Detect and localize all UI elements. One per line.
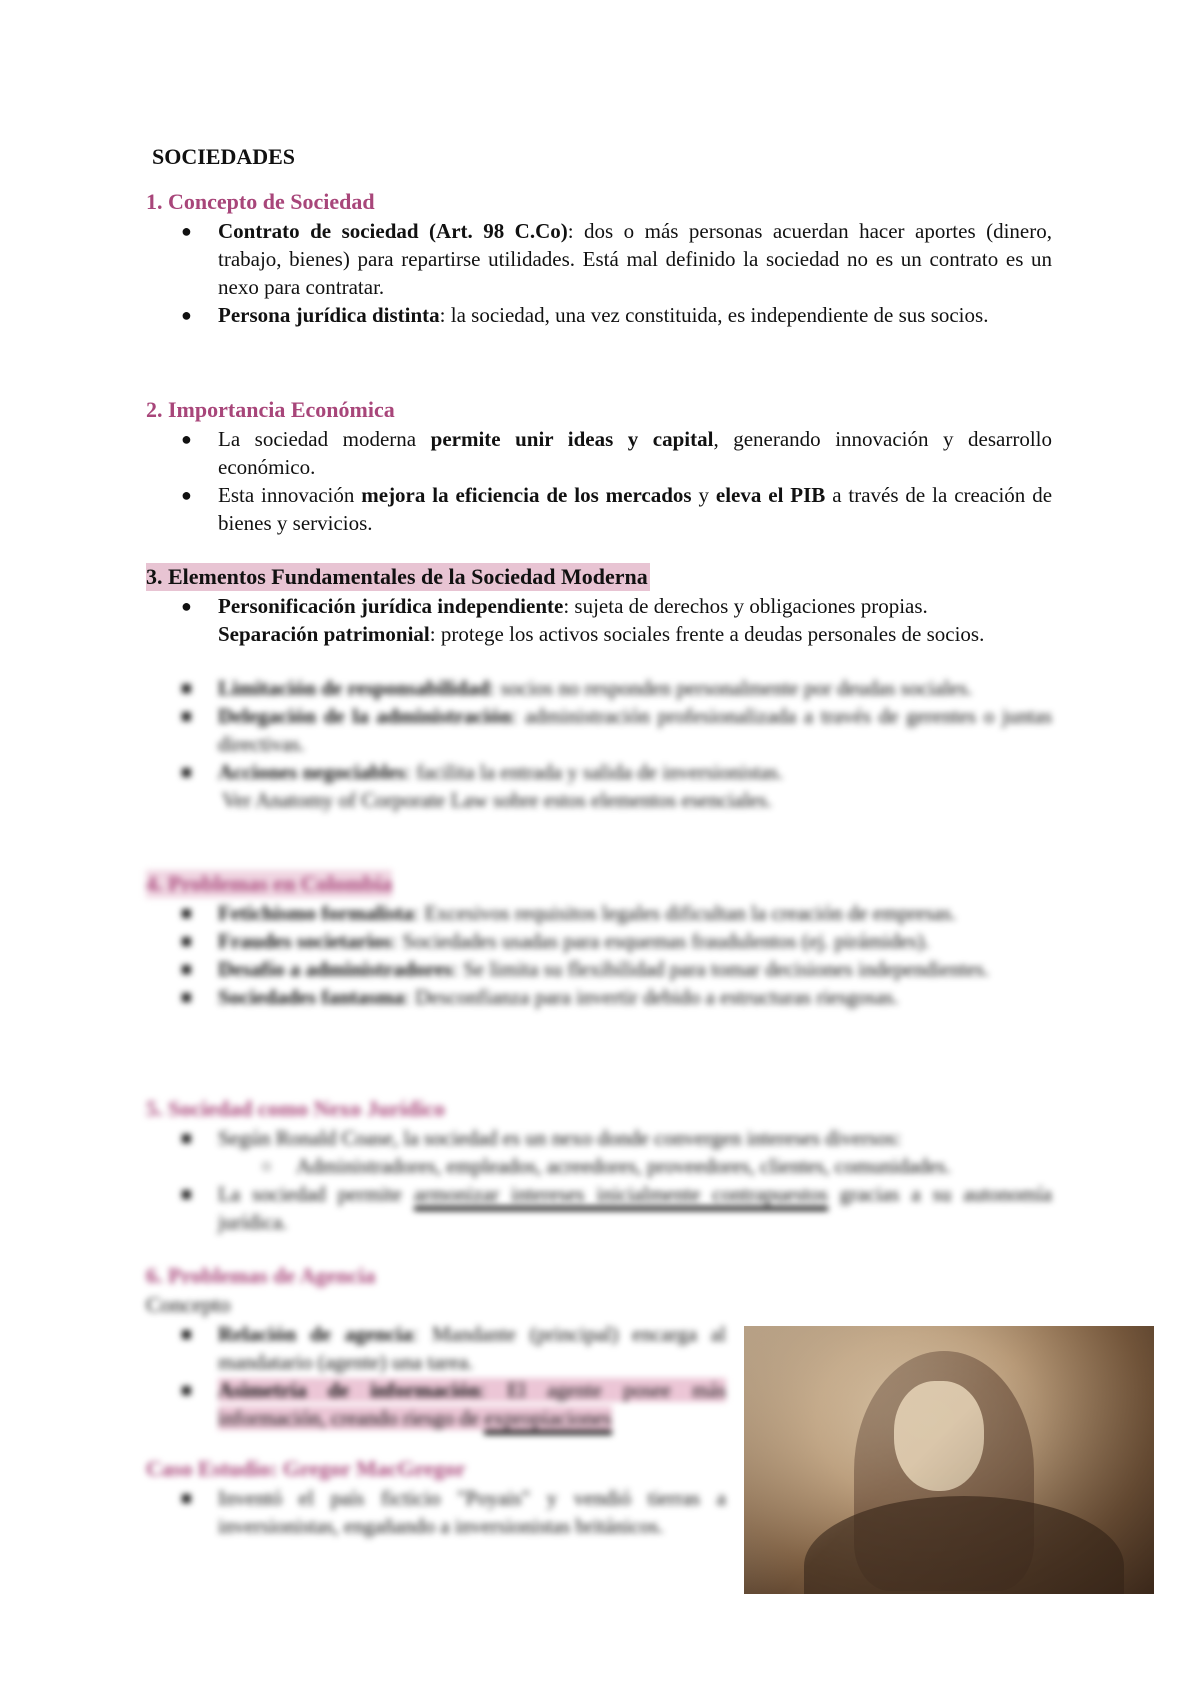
section-heading: 4. Problemas en Colombia [146, 871, 393, 896]
section-heading: 5. Sociedad como Nexo Jurídico [146, 1096, 445, 1121]
document-title: SOCIEDADES [152, 144, 296, 169]
list-item [146, 1180, 1052, 1236]
portrait-image [744, 1326, 1154, 1594]
item-text: : la sociedad, una vez constituida, es independiente de sus socios. [439, 303, 989, 327]
item-bold: Persona jurídica distinta [218, 303, 440, 327]
bullet-icon: ■ [181, 762, 192, 782]
bullet-icon: ■ [181, 987, 192, 1007]
list-item [146, 592, 1052, 620]
item-text: gracias a su autonomía jurídica. [218, 1182, 1052, 1234]
bullet-icon: ● [181, 485, 192, 505]
item-text: La sociedad moderna [218, 427, 431, 451]
bullet-icon: ● [181, 221, 192, 241]
item-bold: mejora la eficiencia de los mercados [361, 483, 692, 507]
item-text: Inventó el país ficticio "Poyais" y vendió tierras a inversionistas, engañando a inversionistas británicos. [218, 1486, 726, 1538]
list-item [146, 620, 1052, 648]
item-text: : dos o más personas acuerdan hacer aportes (dinero, trabajo, bienes) para repartirse utilidades. Está mal definido la sociedad no es un contrato es un nexo para contratar. [218, 219, 1052, 299]
section-problemas-colombia [146, 870, 1052, 1011]
list-item [146, 983, 1052, 1011]
list-item [146, 899, 1052, 927]
list-item [146, 1124, 1052, 1152]
bullet-icon: ■ [181, 1128, 192, 1148]
item-bold: Desafío a administradores [218, 957, 453, 981]
item-bold: Acciones negociables [218, 760, 406, 784]
section-heading: 2. Importancia Económica [146, 397, 395, 422]
item-bold: Sociedades fantasma [218, 985, 405, 1009]
bullet-icon: ● [181, 305, 192, 325]
item-text: : Sociedades usadas para esquemas fraudulentos (ej. pirámides). [391, 929, 930, 953]
list-item [146, 927, 1052, 955]
section-caso-estudio [146, 1455, 726, 1540]
bullet-icon: ■ [181, 1324, 192, 1344]
section-agencia [146, 1262, 726, 1432]
item-bold: Relación de agencia [218, 1322, 413, 1346]
item-bold: Fetichismo formalista [218, 901, 414, 925]
item-bold: Asimetría de información [218, 1378, 480, 1402]
item-text: : protege los activos sociales frente a deudas personales de socios. [429, 622, 985, 646]
item-bold: permite unir ideas y capital [430, 427, 714, 451]
item-text: : sujeta de derechos y obligaciones propias. [563, 594, 928, 618]
section-concepto [146, 188, 1052, 329]
bullet-icon: ○ [261, 1156, 272, 1176]
list-item [146, 955, 1052, 983]
bullet-icon: ■ [181, 1184, 192, 1204]
item-text: : Mandante (principal) encarga al mandatario (agente) una tarea. [218, 1322, 727, 1374]
list-item [146, 674, 1052, 702]
list-item [146, 1152, 1052, 1180]
item-text: : facilita la entrada y salida de inversionistas. [405, 760, 784, 784]
item-text: , generando innovación y desarrollo económico. [218, 427, 1053, 479]
bullet-icon: ■ [181, 903, 192, 923]
item-bold: Delegación de la administración [218, 704, 512, 728]
list-item [146, 758, 1052, 786]
item-text: Administradores, empleados, acreedores, proveedores, clientes, comunidades. [296, 1154, 951, 1178]
section-elementos-cont [146, 674, 1052, 814]
section-heading: 6. Problemas de Agencia [146, 1263, 376, 1288]
bullet-icon: ■ [181, 931, 192, 951]
list-item [146, 1484, 726, 1540]
item-text: Según Ronald Coase, la sociedad es un nexo donde convergen intereses diversos: [218, 1126, 902, 1150]
list-item [146, 702, 1052, 758]
item-text: : Desconfianza para invertir debido a estructuras riesgosas. [404, 985, 899, 1009]
section-nexo [146, 1095, 1052, 1236]
bullet-icon: ■ [181, 959, 192, 979]
item-text: a través de la creación de bienes y servicios. [218, 483, 1053, 535]
section-heading: 3. Elementos Fundamentales de la Sociedad Moderna [146, 564, 648, 589]
item-bold: Personificación jurídica independiente [218, 594, 564, 618]
note-line: Ver Anatomy of Corporate Law sobre estos elementos esenciales. [222, 788, 772, 812]
item-text: : El agente posee más información, creando riesgo de [218, 1378, 727, 1430]
section-subheading: Concepto [146, 1292, 231, 1317]
section-heading: Caso Estudio: Gregor MacGregor [146, 1456, 466, 1481]
list-item [146, 1320, 726, 1376]
item-bold: Limitación de responsabilidad [218, 676, 490, 700]
section-heading: 1. Concepto de Sociedad [146, 189, 375, 214]
item-text: y [691, 483, 716, 507]
section-importancia [146, 396, 1052, 537]
item-bold: Fraudes societarios [218, 929, 392, 953]
list-item [146, 481, 1052, 537]
item-underlined: expropiaciones [484, 1406, 611, 1435]
bullet-icon: ■ [181, 1488, 192, 1508]
item-text: : socios no responden personalmente por deudas sociales. [489, 676, 973, 700]
item-bold: Separación patrimonial [218, 622, 430, 646]
bullet-icon: ■ [181, 1380, 192, 1400]
list-item [146, 217, 1052, 301]
list-item [146, 301, 1052, 329]
item-bold: eleva el PIB [715, 483, 826, 507]
item-text: : Excesivos requisitos legales dificultan la creación de empresas. [413, 901, 957, 925]
section-elementos [146, 563, 1052, 648]
item-text: La sociedad permite [218, 1182, 414, 1206]
bullet-icon: ■ [181, 678, 192, 698]
bullet-icon: ● [181, 429, 192, 449]
bullet-icon: ■ [181, 706, 192, 726]
item-text: : administración profesionalizada a través de gerentes o juntas directivas. [218, 704, 1053, 756]
item-text: : Se limita su flexibilidad para tomar decisiones independientes. [452, 957, 990, 981]
list-item [146, 425, 1052, 481]
item-underlined: armonizar intereses inicialmente contrapuestos [414, 1182, 828, 1211]
list-item [146, 1376, 726, 1432]
item-bold: Contrato de sociedad (Art. 98 C.Co) [218, 219, 568, 243]
item-text: Esta innovación [218, 483, 362, 507]
bullet-icon: ● [181, 596, 192, 616]
